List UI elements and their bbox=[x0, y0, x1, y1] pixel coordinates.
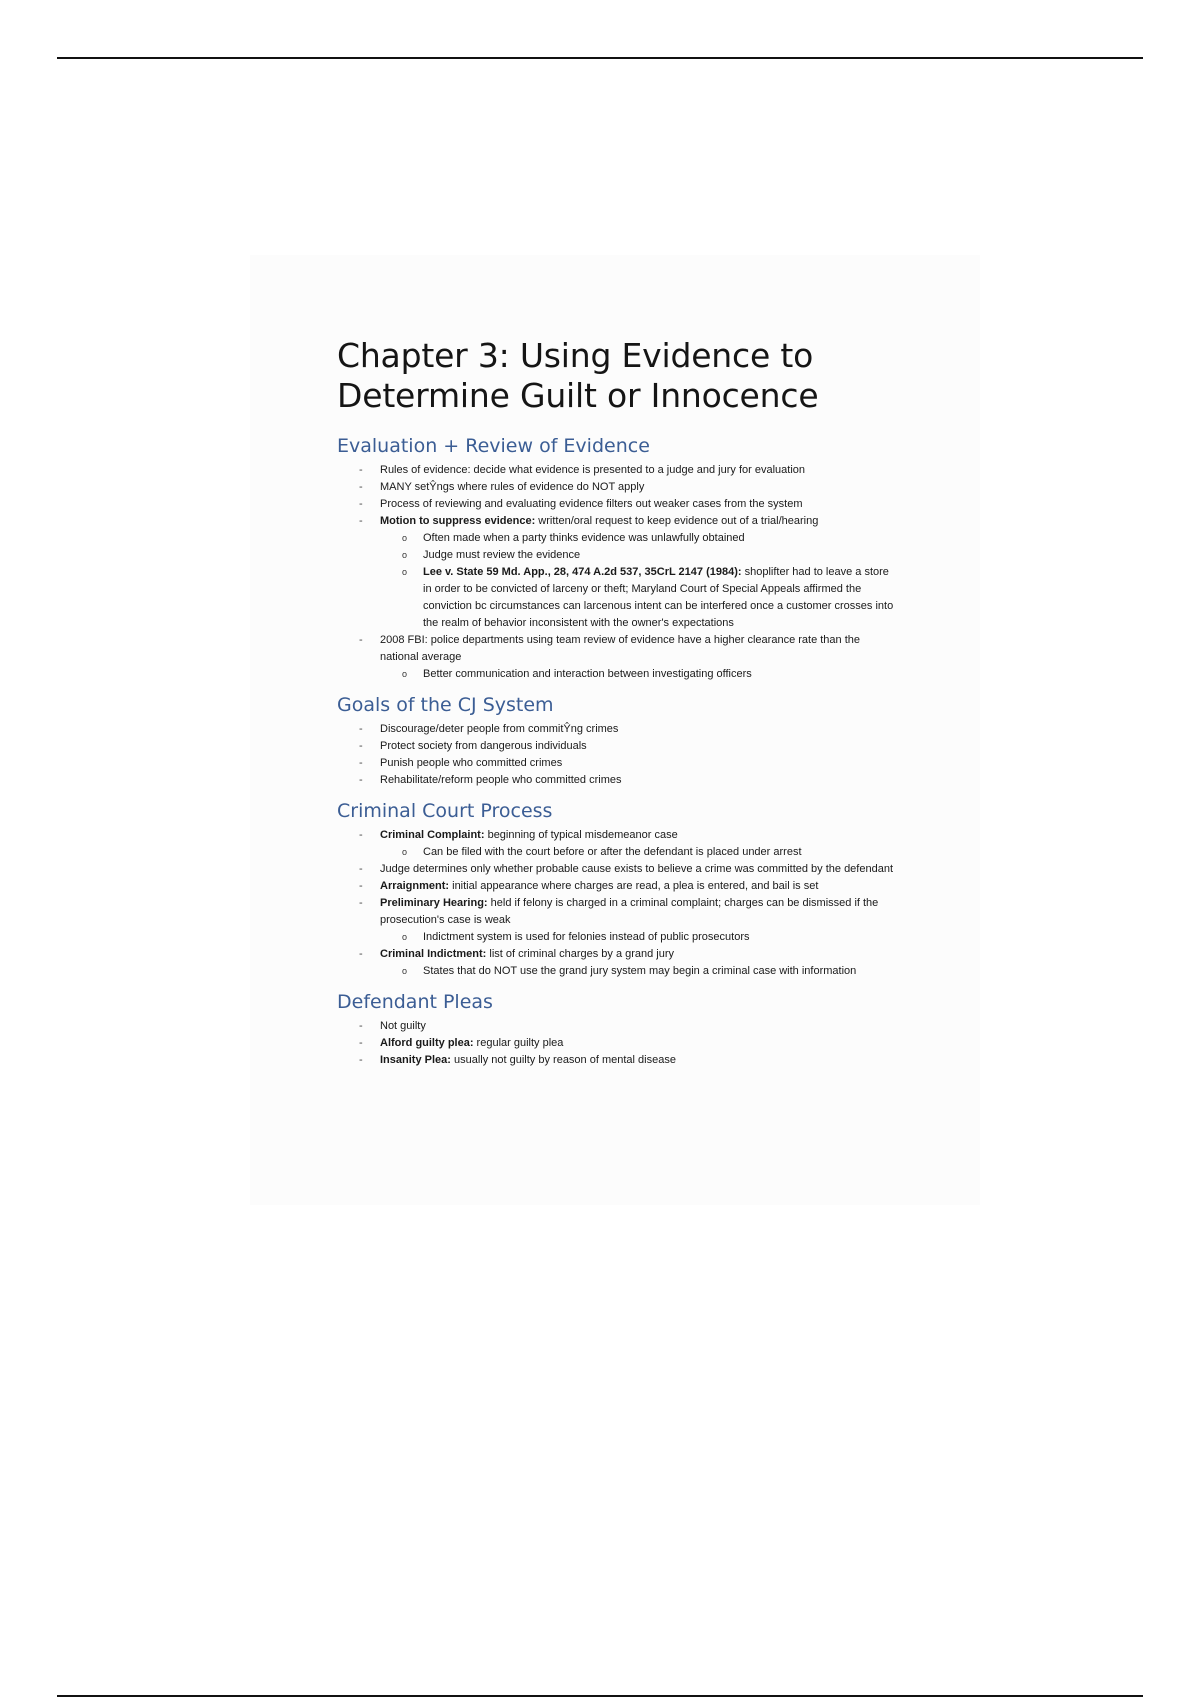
list-item bbox=[337, 827, 897, 844]
item-text: Better communication and interaction between investigating officers bbox=[423, 668, 752, 680]
bullet-list bbox=[337, 1018, 897, 1069]
top-rule bbox=[57, 57, 1143, 59]
list-item bbox=[337, 666, 897, 683]
bold-term: Insanity Plea: bbox=[380, 1054, 451, 1066]
list-item bbox=[337, 878, 897, 895]
bold-term: Preliminary Hearing: bbox=[380, 897, 488, 909]
item-text: Rules of evidence: decide what evidence is presented to a judge and jury for evaluation bbox=[380, 464, 805, 476]
document-content bbox=[337, 336, 897, 1079]
section bbox=[337, 799, 897, 980]
list-item bbox=[337, 1035, 897, 1052]
section bbox=[337, 693, 897, 789]
bottom-rule bbox=[57, 1695, 1143, 1697]
list-item bbox=[337, 946, 897, 963]
item-text: held if felony is charged in a criminal complaint; charges can be dismissed if the prosecution's case is weak bbox=[380, 897, 879, 926]
list-item bbox=[337, 547, 897, 564]
list-item bbox=[337, 496, 897, 513]
bullet-list bbox=[337, 721, 897, 789]
item-text: usually not guilty by reason of mental disease bbox=[450, 1054, 676, 1066]
item-text: Judge must review the evidence bbox=[423, 549, 581, 561]
item-text: shoplifter had to leave a store in order to be convicted of larceny or theft; Maryland Court of Special Appeals affirmed the conviction bc circumstances can larcenous intent can be interfered once a customer crosses into the realm of behavior inconsistent with the owner's expectations bbox=[423, 566, 894, 629]
sections-container bbox=[337, 434, 897, 1069]
item-text: Can be filed with the court before or after the defendant is placed under arrest bbox=[423, 846, 802, 858]
item-text: Judge determines only whether probable cause exists to believe a crime was committed by the defendant bbox=[380, 863, 894, 875]
list-item bbox=[337, 844, 897, 861]
bold-term: Criminal Complaint: bbox=[380, 829, 485, 841]
bold-term: Arraignment: bbox=[380, 880, 450, 892]
section-heading: Defendant Pleas bbox=[337, 991, 493, 1013]
section-heading: Criminal Court Process bbox=[337, 800, 553, 822]
list-item bbox=[337, 772, 897, 789]
section-heading: Evaluation + Review of Evidence bbox=[337, 435, 650, 457]
item-text: 2008 FBI: police departments using team review of evidence have a higher clearance rate than the national average bbox=[380, 634, 861, 663]
item-text: Punish people who committed crimes bbox=[380, 757, 563, 769]
list-item bbox=[337, 1018, 897, 1035]
list-item bbox=[337, 738, 897, 755]
bullet-list bbox=[337, 462, 897, 683]
item-text: Indictment system is used for felonies instead of public prosecutors bbox=[423, 931, 750, 943]
list-item bbox=[337, 462, 897, 479]
item-text: Protect society from dangerous individuals bbox=[380, 740, 587, 752]
item-text: Rehabilitate/reform people who committed crimes bbox=[380, 774, 622, 786]
document-title: Chapter 3: Using Evidence to Determine Guilt or Innocence bbox=[337, 336, 819, 415]
list-item bbox=[337, 861, 897, 878]
item-text: Discourage/deter people from commitŶng crimes bbox=[380, 723, 619, 735]
item-text: list of criminal charges by a grand jury bbox=[486, 948, 675, 960]
bullet-list bbox=[337, 827, 897, 980]
bold-term: Motion to suppress evidence: bbox=[380, 515, 536, 527]
item-text: States that do NOT use the grand jury system may begin a criminal case with information bbox=[423, 965, 857, 977]
list-item bbox=[337, 755, 897, 772]
section bbox=[337, 434, 897, 683]
list-item bbox=[337, 963, 897, 980]
item-text: initial appearance where charges are read, a plea is entered, and bail is set bbox=[449, 880, 819, 892]
bold-term: Lee v. State 59 Md. App., 28, 474 A.2d 537, 35CrL 2147 (1984): bbox=[423, 566, 742, 578]
item-text: Often made when a party thinks evidence was unlawfully obtained bbox=[423, 532, 745, 544]
section-heading: Goals of the CJ System bbox=[337, 694, 554, 716]
item-text: written/oral request to keep evidence out of a trial/hearing bbox=[535, 515, 819, 527]
item-text: Not guilty bbox=[380, 1020, 426, 1032]
list-item bbox=[337, 530, 897, 547]
item-text: beginning of typical misdemeanor case bbox=[484, 829, 678, 841]
list-item bbox=[337, 895, 897, 929]
list-item bbox=[337, 632, 897, 666]
list-item bbox=[337, 564, 897, 632]
list-item bbox=[337, 513, 897, 530]
bold-term: Criminal Indictment: bbox=[380, 948, 487, 960]
list-item bbox=[337, 1052, 897, 1069]
section bbox=[337, 990, 897, 1069]
list-item bbox=[337, 721, 897, 738]
bold-term: Alford guilty plea: bbox=[380, 1037, 474, 1049]
list-item bbox=[337, 479, 897, 496]
item-text: MANY setŶngs where rules of evidence do NOT apply bbox=[380, 481, 645, 493]
item-text: regular guilty plea bbox=[473, 1037, 564, 1049]
list-item bbox=[337, 929, 897, 946]
item-text: Process of reviewing and evaluating evidence filters out weaker cases from the system bbox=[380, 498, 803, 510]
